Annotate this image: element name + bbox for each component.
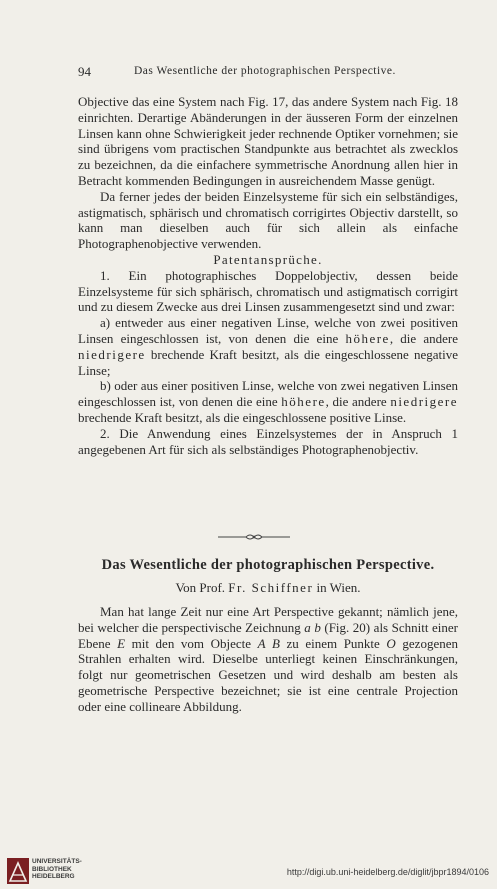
ornament-divider <box>218 532 290 542</box>
running-title: Das Wesentliche der photographischen Perspective. <box>134 65 396 77</box>
emphasis-hoehere: höhere <box>345 330 390 346</box>
claim-1a: a) entweder aus einer negativen Linse, welche von zwei positiven Linsen eingeschlossen ist, von denen die eine höhere, die andere niedrigere brechende Kraft besitzt, als die eingeschlossene negative Linse; <box>78 315 458 378</box>
article-text <box>78 604 458 715</box>
emphasis-niedrigere: niedrigere <box>78 346 146 362</box>
source-url-link[interactable]: http://digi.ub.uni-heidelberg.de/diglit/jbpr1894/0106 <box>286 867 489 877</box>
section-patent-text <box>78 94 458 457</box>
article-byline: Von Prof. Fr. Schiffner in Wien. <box>175 580 361 595</box>
variable-O: O <box>386 635 396 651</box>
claim-2: 2. Die Anwendung eines Einzelsystemes der in Anspruch 1 angegebenen Art für sich als selbständiges Photographenobjectiv. <box>78 425 458 457</box>
library-logo-icon <box>6 857 30 885</box>
claim-1: 1. Ein photographisches Doppelobjectiv, dessen beide Einzelsysteme für sich sphärisch, chromatisch und astigmatisch corrigirt und zu diesem Zwecke aus drei Linsen zusammengesetzt sind und zwar: <box>78 267 458 315</box>
paragraph: Man hat lange Zeit nur eine Art Perspective gekannt; nämlich jene, bei welcher die perspectivische Zeichnung a b (Fig. 20) als Schnitt einer Ebene E mit den vom Objecte A B zu einem Punkte O gezogenen Strahlen erhalten wird. Dieselbe unterliegt keinen Einschränkungen, folgt nur geometrischen Gesetzen und wird deshalb am besten als geometrische Perspective bezeichnet; sie ist eine centrale Projection oder eine collineare Abbildung. <box>78 604 458 714</box>
emphasis-niedrigere: niedrigere <box>390 394 459 410</box>
author-name: Fr. Schiffner <box>228 580 314 595</box>
page-number: 94 <box>78 64 91 79</box>
variable-ab: a b <box>304 619 321 635</box>
paragraph: Da ferner jedes der beiden Einzelsysteme für sich ein selbständiges, astigmatisch, sphärisch und chromatisch corrigirtes Objectiv darstellt, so kann man dieselben auch für sich allein als einfache Photographenobjective verwenden. <box>78 188 458 252</box>
library-name: UNIVERSITÄTS- BIBLIOTHEK HEIDELBERG <box>32 858 82 880</box>
claims-heading: Patentansprüche. <box>213 251 323 267</box>
emphasis-hoehere: höhere <box>281 394 326 410</box>
page-header <box>78 64 458 80</box>
article-title: Das Wesentliche der photographischen Perspective. <box>101 557 435 573</box>
variable-E: E <box>117 635 126 651</box>
footer-bar <box>0 855 497 889</box>
variable-AB: A B <box>257 635 280 651</box>
claim-1b: b) oder aus einer positiven Linse, welche von zwei negativen Linsen eingeschlossen ist, von denen die eine höhere, die andere niedrigere brechende Kraft besitzt, als die eingeschlossene positive Linse. <box>78 378 459 425</box>
paragraph: Objective das eine System nach Fig. 17, das andere System nach Fig. 18 einrichten. Derartige Abänderungen in der äusseren Form der einzelnen Linsen kann ohne Schwierigkeit jeder rechnende Optiker vornehmen; sie sind übrigens vom practischen Standpunkte aus betrachtet als zwecklos zu bezeichnen, da die einfachere symmetrische Anordnung allen hier in Betracht kommenden Bedingungen in ausreichendem Masse genügt. <box>78 94 458 188</box>
